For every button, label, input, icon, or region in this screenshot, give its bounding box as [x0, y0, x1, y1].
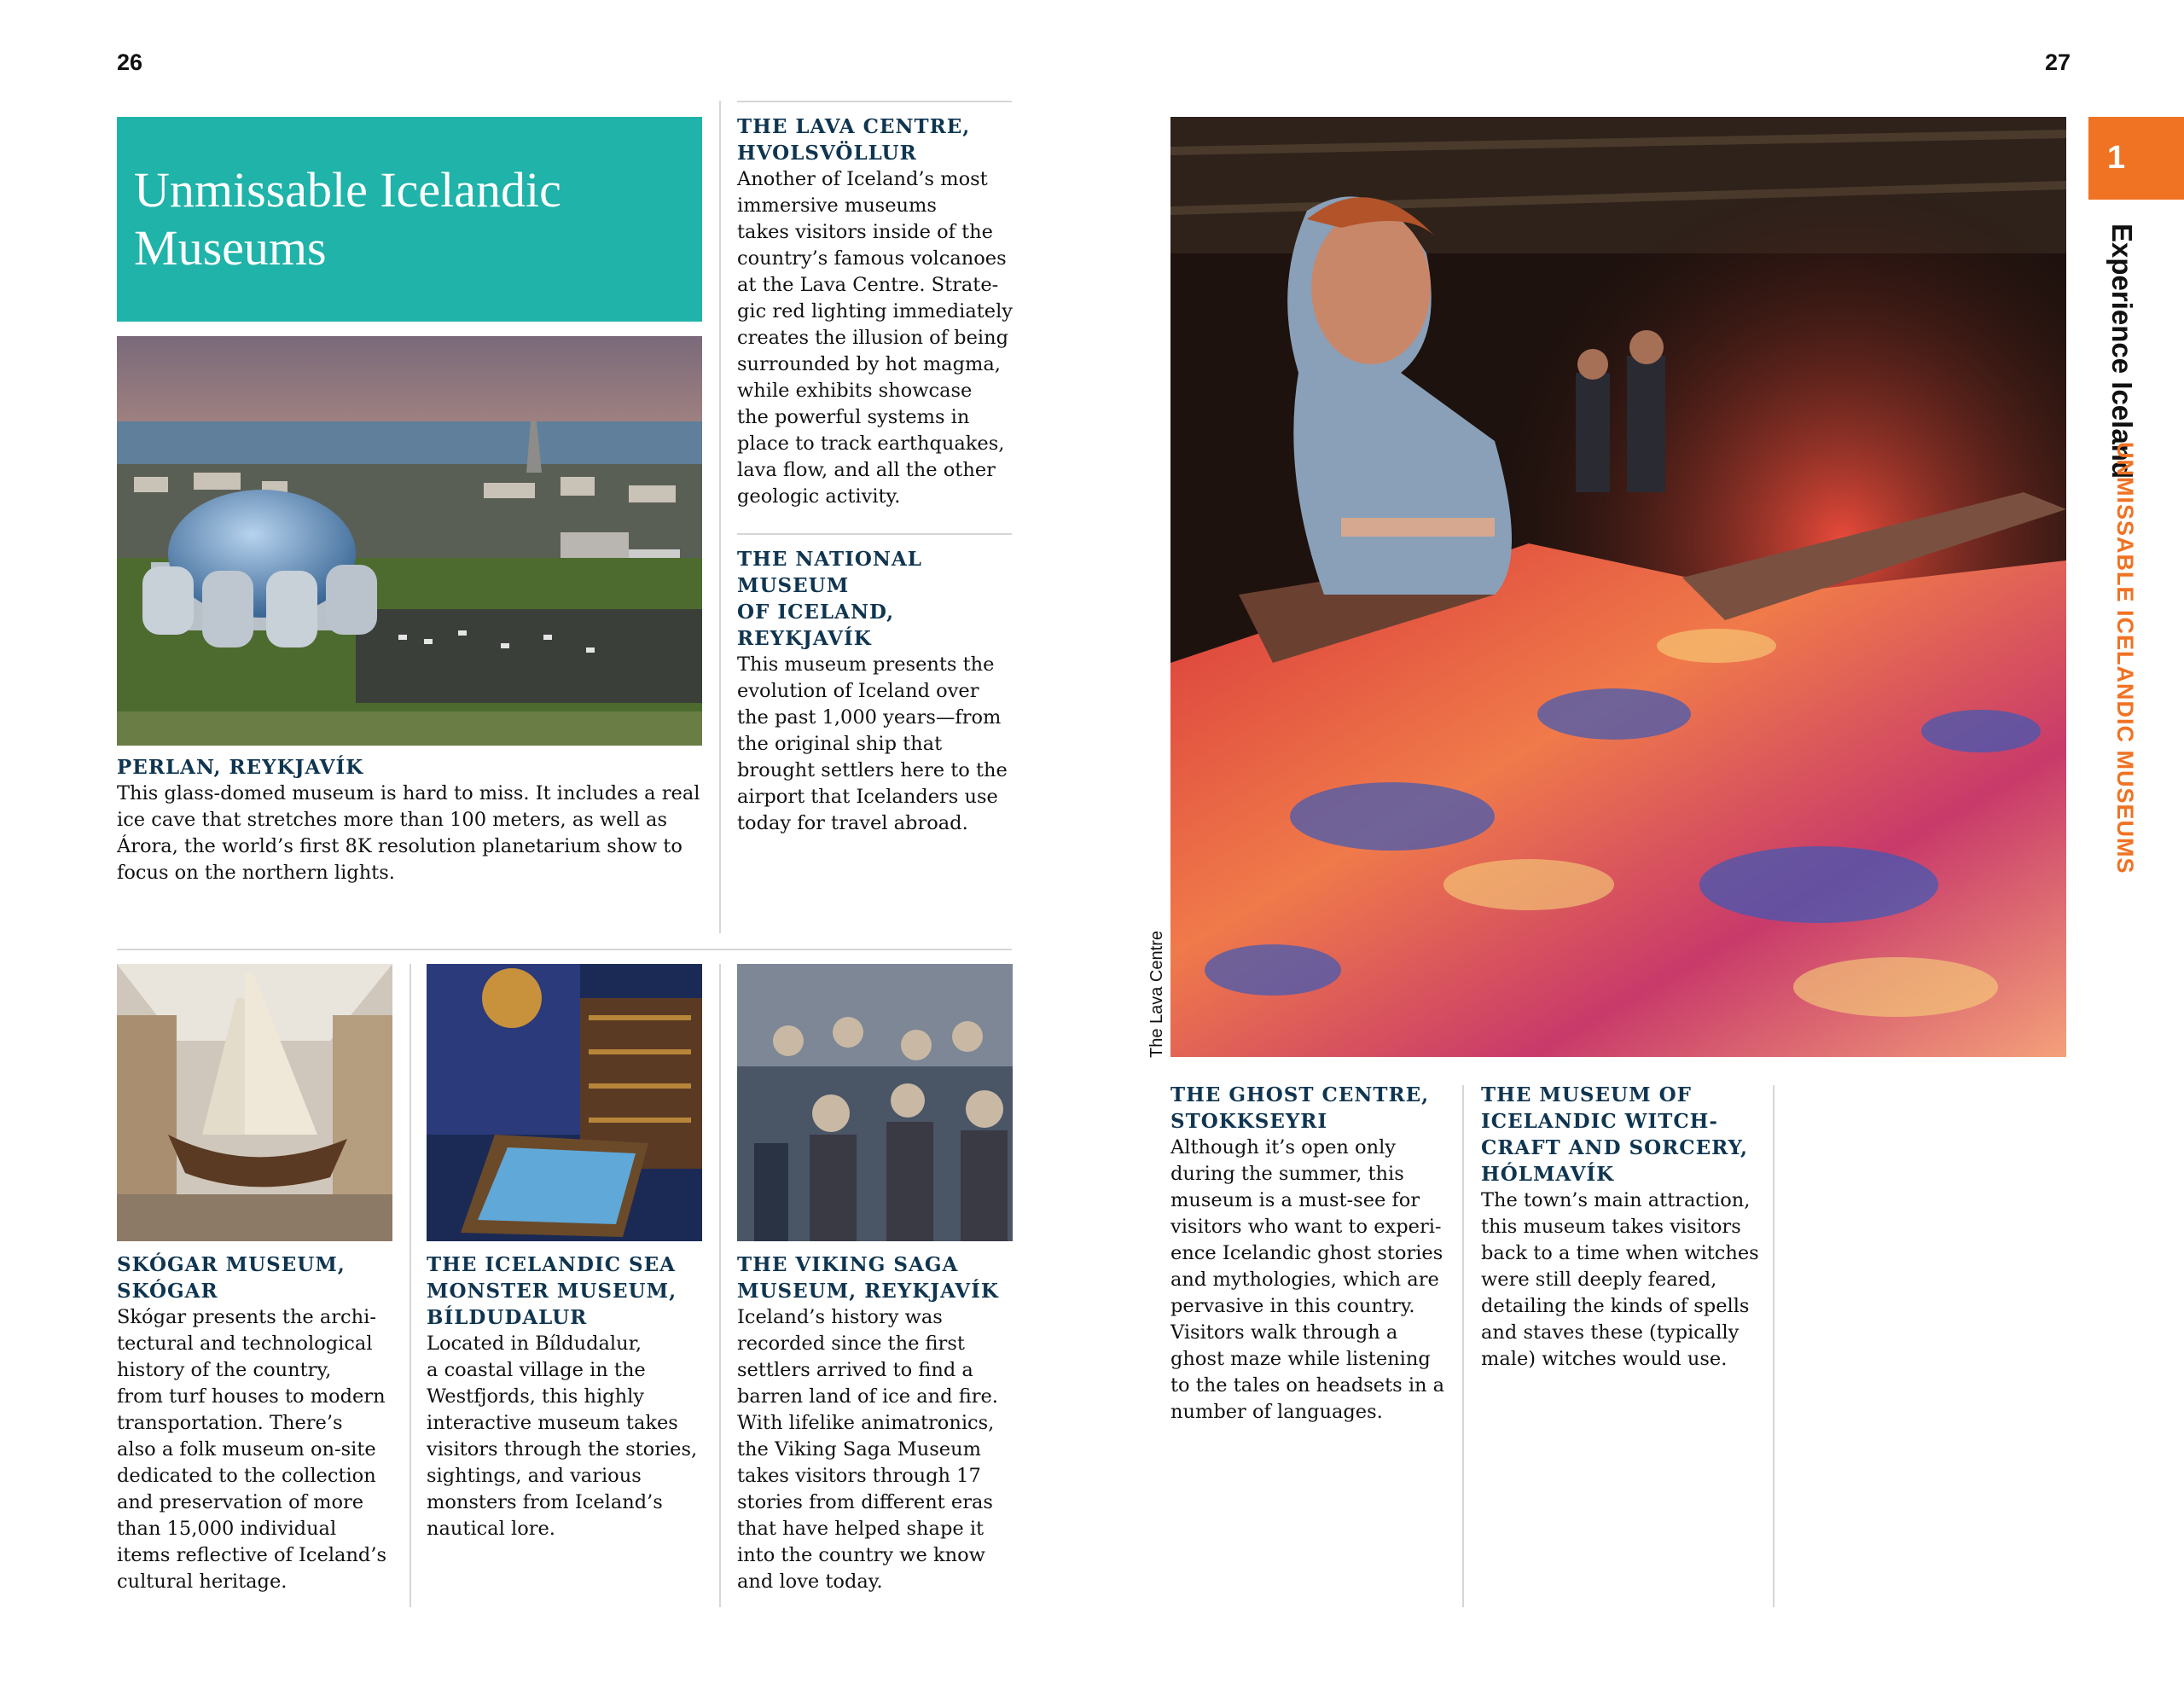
ghost-centre-line: ghost maze while listening: [1170, 1348, 1431, 1370]
viking-saga-line: into the country we know: [737, 1544, 985, 1566]
witchcraft-title-line: HÓLMAVÍK: [1481, 1163, 1615, 1186]
sea-monster-line: nautical lore.: [427, 1518, 555, 1540]
viking-saga-title: [737, 1251, 1019, 1304]
page-number-left: 26: [117, 49, 143, 75]
sea-monster-line: interactive museum takes: [427, 1412, 678, 1434]
photo-credit: The Lava Centre: [1147, 931, 1166, 1058]
column-rule: [737, 533, 1012, 535]
section-title: UNMISSABLE ICELANDIC MUSEUMS: [2112, 442, 2138, 874]
chapter-number-tab: [2088, 117, 2184, 200]
viking-saga-description: [737, 1304, 1019, 1595]
lava-centre-line: geologic activity.: [737, 485, 901, 508]
sea-monster-photo: [427, 964, 702, 1241]
national-museum-line: airport that Icelanders use: [737, 786, 998, 808]
perlan-line: focus on the northern lights.: [117, 862, 395, 884]
lava-centre-title: [737, 113, 1019, 166]
perlan-entry: [117, 754, 702, 886]
perlan-line: This glass-domed museum is hard to miss. It includes a real: [117, 782, 700, 804]
viking-saga-line: that have helped shape it: [737, 1518, 985, 1540]
national-museum-line: today for travel abroad.: [737, 812, 968, 834]
perlan-line: Árora, the world’s first 8K resolution planetarium show to: [117, 835, 682, 857]
perlan-photo: [117, 336, 702, 746]
viking-saga-line: settlers arrived to find a: [737, 1359, 973, 1381]
national-museum-line: This museum presents the: [737, 653, 995, 676]
viking-saga-line: the Viking Saga Museum: [737, 1438, 981, 1460]
ghost-centre-line: and mythologies, which are: [1170, 1269, 1439, 1291]
viking-saga-line: stories from different eras: [737, 1491, 993, 1513]
ghost-centre-entry: [1170, 1082, 1456, 1426]
sea-monster-line: visitors through the stories,: [427, 1438, 698, 1460]
national-museum-line: the original ship that: [737, 733, 943, 755]
national-museum-entry: [737, 546, 1019, 837]
chapter-number: 1: [2107, 140, 2126, 176]
skogar-photo: [117, 964, 392, 1241]
ghost-centre-line: ence Icelandic ghost stories: [1170, 1242, 1443, 1264]
witchcraft-description: [1481, 1188, 1767, 1373]
column-divider: [719, 964, 721, 1607]
ghost-centre-line: number of languages.: [1170, 1401, 1383, 1423]
lava-centre-description: [737, 166, 1019, 510]
chapter-title: Experience Iceland: [2106, 224, 2138, 479]
lava-centre-line: takes visitors inside of the: [737, 221, 993, 243]
column-rule: [737, 101, 1012, 102]
skogar-line: cultural heritage.: [117, 1571, 288, 1593]
ghost-centre-title: [1170, 1082, 1456, 1135]
skogar-line: items reflective of Iceland’s: [117, 1544, 387, 1566]
page-title-line-1: Unmissable Icelandic: [134, 162, 561, 218]
viking-saga-entry: [737, 1251, 1019, 1595]
lava-centre-line: immersive museums: [737, 195, 937, 217]
lava-centre-line: surrounded by hot magma,: [737, 353, 1001, 375]
lava-centre-line: lava flow, and all the other: [737, 459, 996, 481]
viking-saga-line: and love today.: [737, 1571, 883, 1593]
lava-centre-line: creates the illusion of being: [737, 327, 1008, 349]
column-divider: [410, 964, 411, 1607]
column-divider: [1773, 1085, 1774, 1607]
national-museum-description: [737, 652, 1019, 837]
perlan-line: ice cave that stretches more than 100 meters, as well as: [117, 809, 668, 831]
national-museum-title-line: THE NATIONAL MUSEUM: [737, 548, 922, 597]
sea-monster-line: monsters from Iceland’s: [427, 1491, 663, 1513]
lava-centre-entry: [737, 113, 1019, 510]
witchcraft-line: and staves these (typically: [1481, 1321, 1740, 1344]
skogar-line: from turf houses to modern: [117, 1385, 386, 1408]
witchcraft-title-line: ICELANDIC WITCH-: [1481, 1110, 1718, 1133]
sea-monster-description: [427, 1331, 708, 1542]
sea-monster-entry: [427, 1251, 708, 1542]
lava-centre-title-line: HVOLSVÖLLUR: [737, 142, 917, 165]
sea-monster-title: [427, 1251, 708, 1331]
page-number-right: 27: [2045, 49, 2071, 75]
witchcraft-line: back to a time when witches: [1481, 1242, 1759, 1264]
viking-saga-title-line: THE VIKING SAGA: [737, 1253, 959, 1276]
skogar-line: than 15,000 individual: [117, 1518, 337, 1540]
viking-saga-line: takes visitors through 17: [737, 1465, 981, 1487]
national-museum-line: evolution of Iceland over: [737, 680, 979, 702]
ghost-centre-title-line: STOKKSEYRI: [1170, 1110, 1328, 1133]
skogar-description: [117, 1304, 398, 1595]
ghost-centre-line: visitors who want to experi-: [1170, 1216, 1442, 1238]
witchcraft-line: male) witches would use.: [1481, 1348, 1728, 1370]
skogar-line: tectural and technological: [117, 1333, 373, 1355]
ghost-centre-description: [1170, 1135, 1456, 1426]
witchcraft-title-line: CRAFT AND SORCERY,: [1481, 1136, 1749, 1159]
skogar-title: [117, 1251, 398, 1304]
viking-saga-line: barren land of ice and fire.: [737, 1385, 998, 1408]
section-rule: [117, 949, 1012, 950]
ghost-centre-title-line: THE GHOST CENTRE,: [1170, 1083, 1430, 1106]
sea-monster-line: sightings, and various: [427, 1465, 642, 1487]
perlan-title-line: PERLAN, REYKJAVÍK: [117, 756, 364, 779]
lava-centre-line: country’s famous volcanoes: [737, 247, 1007, 270]
skogar-line: dedicated to the collection: [117, 1465, 376, 1487]
ghost-centre-line: Although it’s open only: [1170, 1136, 1397, 1158]
viking-saga-title-line: MUSEUM, REYKJAVÍK: [737, 1280, 999, 1303]
national-museum-title-line: OF ICELAND, REYKJAVÍK: [737, 601, 895, 650]
viking-saga-line: Iceland’s history was: [737, 1306, 943, 1328]
sea-monster-line: Westfjords, this highly: [427, 1385, 644, 1408]
sea-monster-title-line: BÍLDUDALUR: [427, 1306, 588, 1329]
witchcraft-line: The town’s main attraction,: [1481, 1189, 1751, 1211]
sea-monster-title-line: MONSTER MUSEUM,: [427, 1280, 677, 1303]
witchcraft-line: were still deeply feared,: [1481, 1269, 1717, 1291]
viking-saga-line: recorded since the first: [737, 1333, 965, 1355]
lava-centre-photo: [1170, 117, 2066, 1057]
lava-centre-line: while exhibits showcase: [737, 380, 973, 402]
ghost-centre-line: during the summer, this: [1170, 1163, 1404, 1185]
skogar-line: also a folk museum on-site: [117, 1438, 376, 1460]
lava-centre-line: Another of Iceland’s most: [737, 168, 988, 190]
lava-centre-line: at the Lava Centre. Strate-: [737, 274, 999, 296]
witchcraft-line: detailing the kinds of spells: [1481, 1295, 1750, 1317]
witchcraft-title-line: THE MUSEUM OF: [1481, 1083, 1692, 1106]
skogar-line: Skógar presents the archi-: [117, 1306, 376, 1328]
page-title-line-2: Museums: [134, 220, 327, 276]
page-title: [117, 117, 702, 322]
skogar-title-line: SKÓGAR MUSEUM,: [117, 1253, 346, 1276]
ghost-centre-line: museum is a must-see for: [1170, 1189, 1420, 1211]
perlan-description: [117, 781, 702, 886]
ghost-centre-line: to the tales on headsets in a: [1170, 1374, 1445, 1397]
lava-centre-line: the powerful systems in: [737, 406, 970, 428]
sea-monster-line: Located in Bíldudalur,: [427, 1333, 642, 1355]
lava-centre-line: gic red lighting immediately: [737, 300, 1014, 322]
witchcraft-title: [1481, 1082, 1767, 1188]
column-divider: [719, 101, 721, 933]
column-divider: [1462, 1085, 1464, 1607]
lava-centre-title-line: THE LAVA CENTRE,: [737, 115, 971, 138]
witchcraft-line: this museum takes visitors: [1481, 1216, 1741, 1238]
ghost-centre-line: pervasive in this country.: [1170, 1295, 1415, 1317]
skogar-title-line: SKÓGAR: [117, 1280, 218, 1303]
ghost-centre-line: Visitors walk through a: [1170, 1321, 1398, 1344]
sea-monster-line: a coastal village in the: [427, 1359, 646, 1381]
viking-saga-photo: [737, 964, 1013, 1241]
skogar-line: transportation. There’s: [117, 1412, 343, 1434]
national-museum-line: the past 1,000 years—from: [737, 706, 1002, 729]
skogar-line: history of the country,: [117, 1359, 332, 1381]
witchcraft-entry: [1481, 1082, 1767, 1373]
national-museum-title: [737, 546, 1019, 652]
lava-centre-line: place to track earthquakes,: [737, 433, 1005, 455]
viking-saga-line: With lifelike animatronics,: [737, 1412, 995, 1434]
perlan-title: [117, 754, 702, 781]
sea-monster-title-line: THE ICELANDIC SEA: [427, 1253, 677, 1276]
skogar-line: and preservation of more: [117, 1491, 364, 1513]
national-museum-line: brought settlers here to the: [737, 759, 1008, 781]
skogar-entry: [117, 1251, 398, 1595]
